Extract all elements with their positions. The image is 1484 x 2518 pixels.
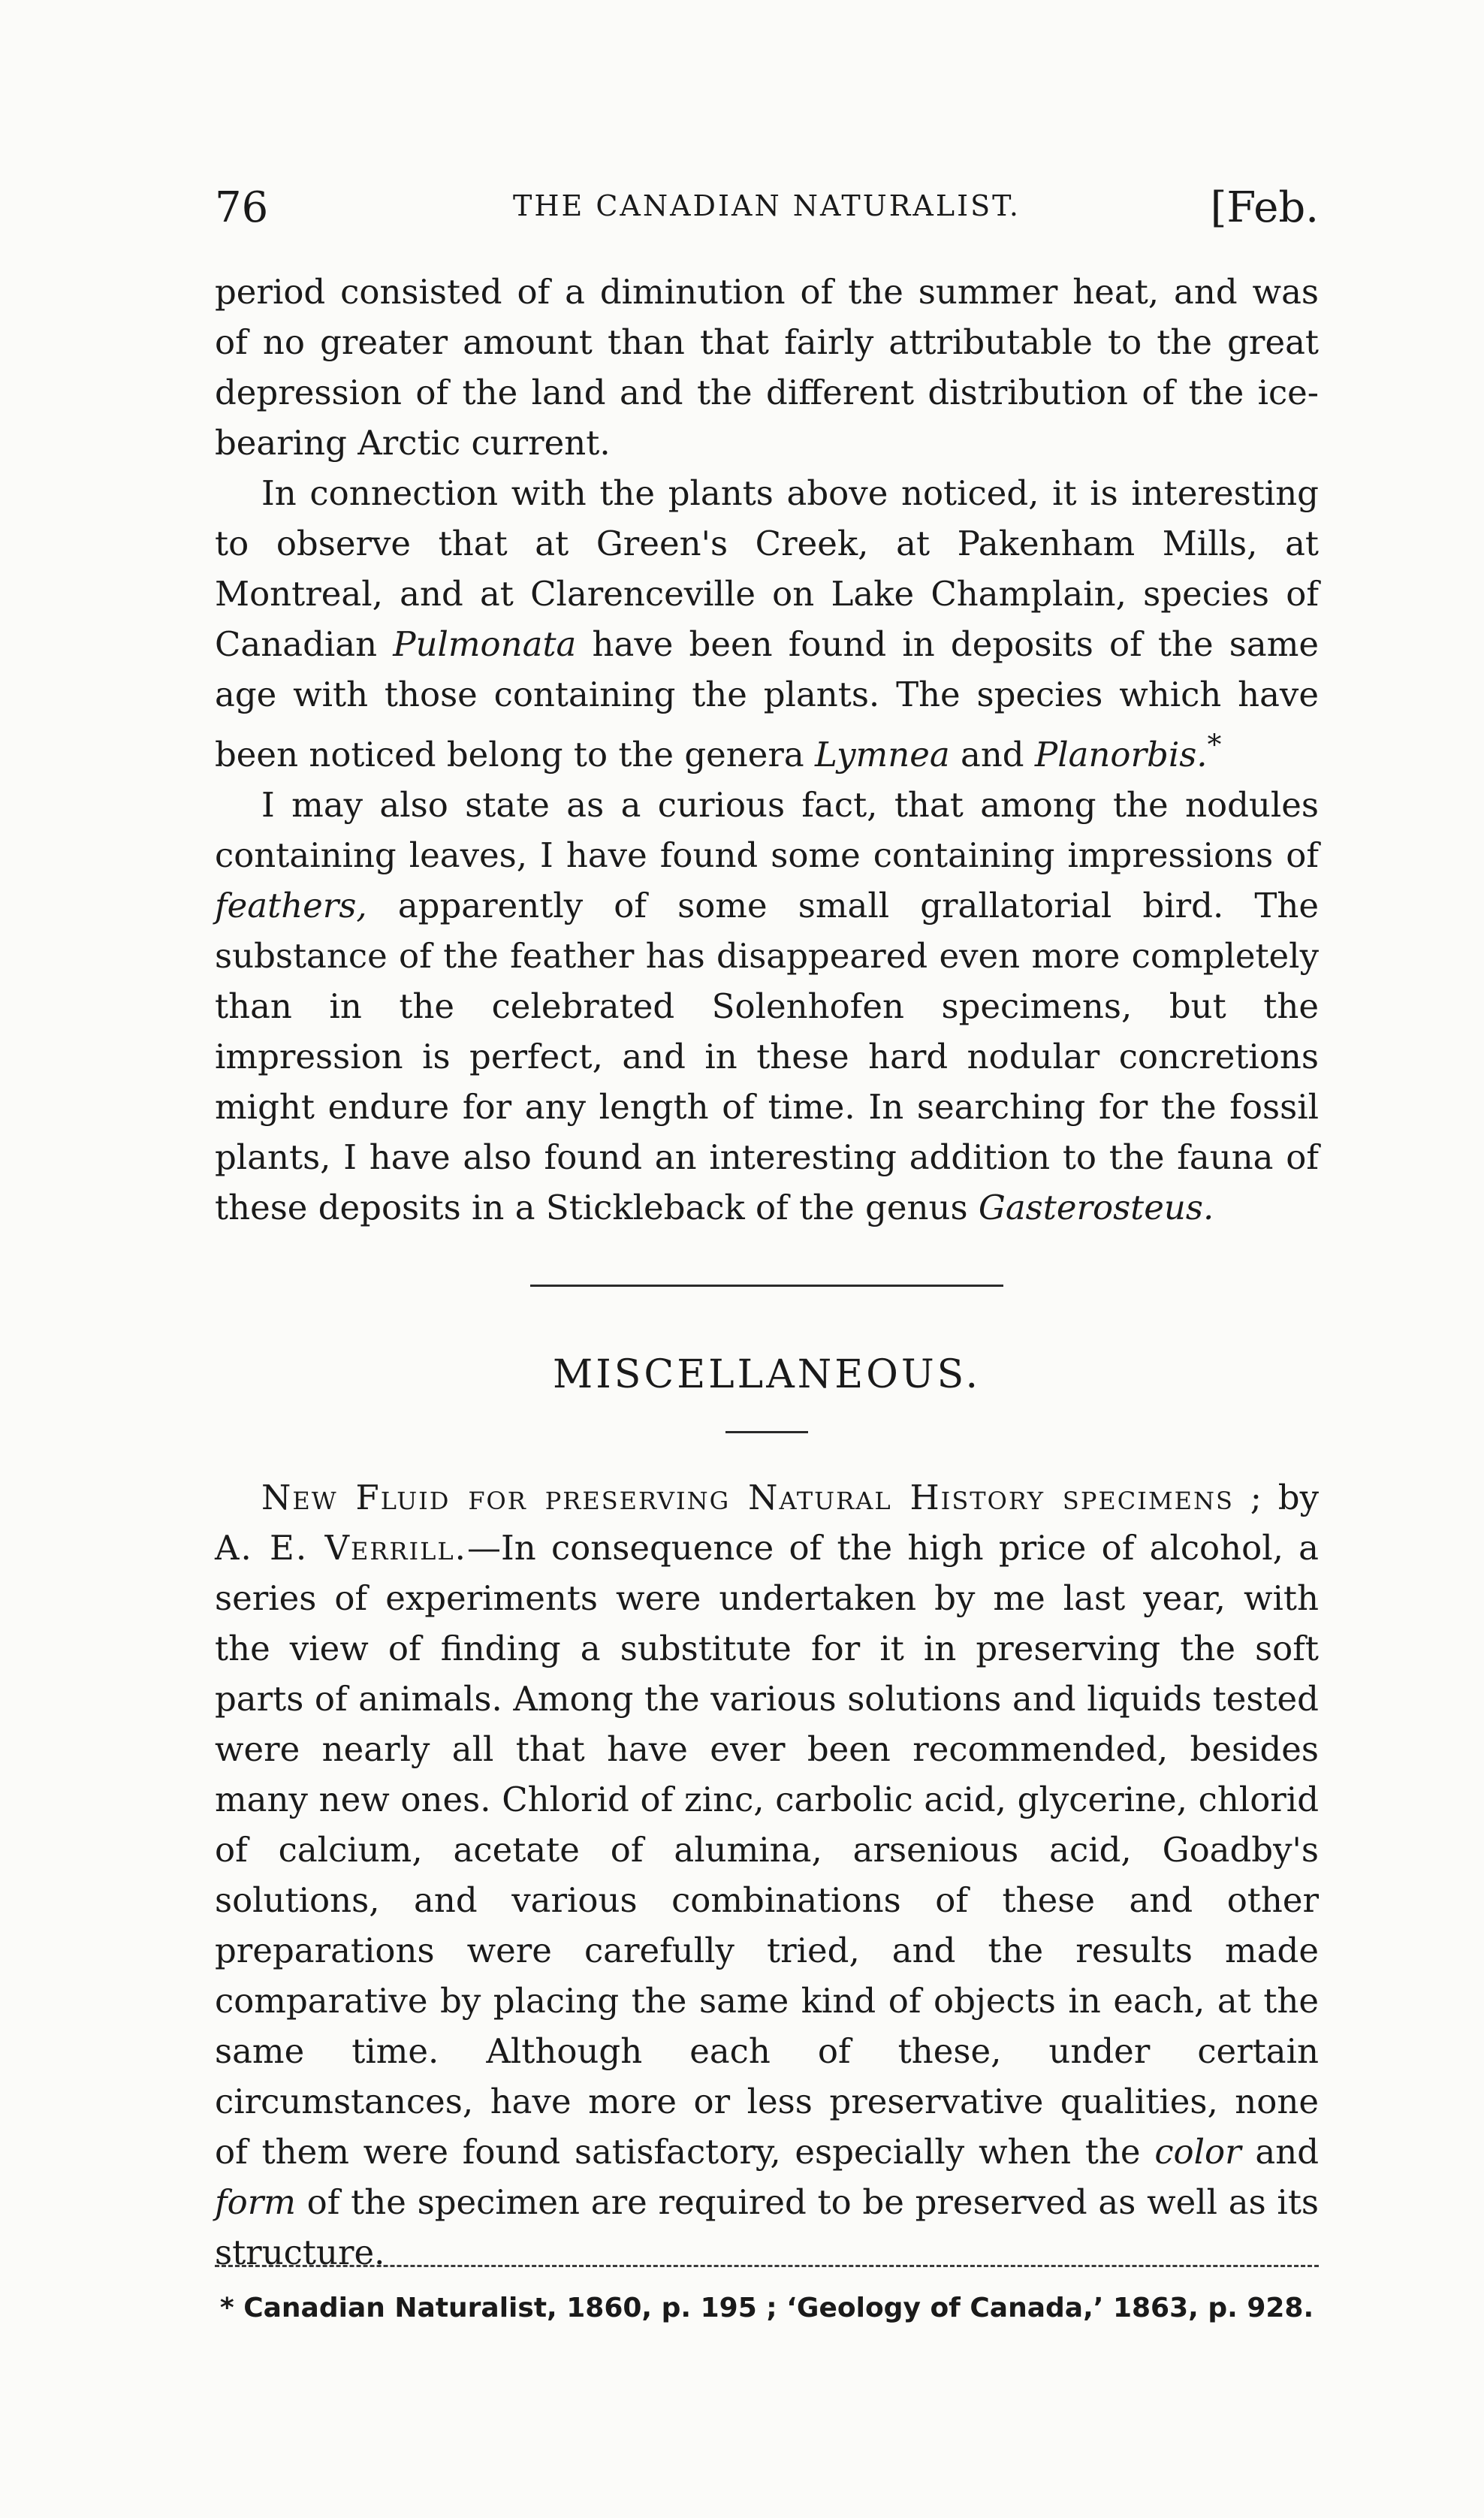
taxon-lymnea: Lymnea bbox=[815, 735, 950, 774]
page-number: 76 bbox=[215, 183, 269, 232]
article-lead: New Fluid for preserving Natural History specimens bbox=[261, 1478, 1234, 1517]
paragraph-3-text-a: I may also state as a curious fact, that among the nodules containing leaves, I have found some containing impressions of bbox=[215, 785, 1319, 875]
paragraph-2-text-c: and bbox=[949, 735, 1035, 774]
paragraph-3 bbox=[215, 780, 1319, 1233]
paragraph-misc bbox=[215, 1472, 1319, 2278]
footnote-rule bbox=[215, 2265, 1319, 2267]
taxon-gasterosteus: Gasterosteus. bbox=[978, 1188, 1214, 1227]
section-title: MISCELLANEOUS. bbox=[553, 1352, 981, 1397]
paragraph-2-text-b: have been found in deposits of the same age with those containing the plants. The species which have been noticed belong to the genera bbox=[215, 624, 1320, 774]
italic-feathers: feathers, bbox=[215, 886, 367, 925]
footnote: * Canadian Naturalist, 1860, p. 195 ; ‘Geology of Canada,’ 1863, p. 928. bbox=[219, 2293, 1314, 2323]
taxon-planorbis: Planorbis. bbox=[1034, 735, 1208, 774]
running-date: [Feb. bbox=[1210, 183, 1319, 232]
running-header bbox=[215, 180, 1319, 240]
section-divider bbox=[530, 1285, 1003, 1287]
paragraph-2-text-a: In connection with the plants above noticed, it is interesting to observe that at Green's Creek, at Pakenham Mills, at Montreal, and at Clarenceville on Lake Champlain, species of Canadian bbox=[215, 473, 1319, 664]
author-name: A. E. Verrill. bbox=[215, 1528, 467, 1568]
footnote-marker: * bbox=[1207, 728, 1222, 761]
title-underline bbox=[725, 1431, 808, 1433]
running-title: THE CANADIAN NATURALIST. bbox=[513, 189, 1021, 222]
italic-color: color bbox=[1154, 2132, 1241, 2172]
paragraph-1-text: period consisted of a diminution of the summer heat, and was of no greater amount than that fairly attributable to the great depression of the land and the different distribution of the ice-bearing Arctic current. bbox=[215, 272, 1319, 463]
paragraph-1 bbox=[215, 267, 1319, 468]
paragraph-2 bbox=[215, 468, 1319, 780]
taxon-pulmonata: Pulmonata bbox=[393, 624, 577, 664]
miscellaneous-text bbox=[215, 1472, 1319, 2278]
by-text: ; by bbox=[1233, 1478, 1320, 1517]
paragraph-3-text-b: apparently of some small grallatorial bird. The substance of the feather has disappeared even more completely than in the celebrated Solenhofen specimens, but the impression is perfect, and in these hard nodular concretions might endure for any length of time. In searching for the fossil plants, I have also found an interesting addition to the fauna of these deposits in a Stickleback of the genus bbox=[215, 886, 1319, 1227]
misc-text-a: —In consequence of the high price of alcohol, a series of experiments were undertaken by me last year, with the view of finding a substitute for it in preserving the soft parts of animals. Among the various solutions and liquids tested were nearly all that have ever been recommended, besides many new ones. Chlorid of zinc, carbolic acid, glycerine, chlorid of calcium, acetate of alumina, arsenious acid, Goadby's solutions, and various combinations of these and other preparations were carefully tried, and the results made comparative by placing the same kind of objects in each, at the same time. Although each of these, under certain circumstances, have more or less preservative qualities, none of them were found satisfactory, especially when the bbox=[215, 1528, 1319, 2172]
misc-text-c: of the specimen are required to be preserved as well as its structure. bbox=[215, 2182, 1319, 2272]
article-text bbox=[215, 267, 1319, 1233]
italic-form: form bbox=[215, 2182, 296, 2222]
misc-text-b: and bbox=[1241, 2132, 1319, 2172]
